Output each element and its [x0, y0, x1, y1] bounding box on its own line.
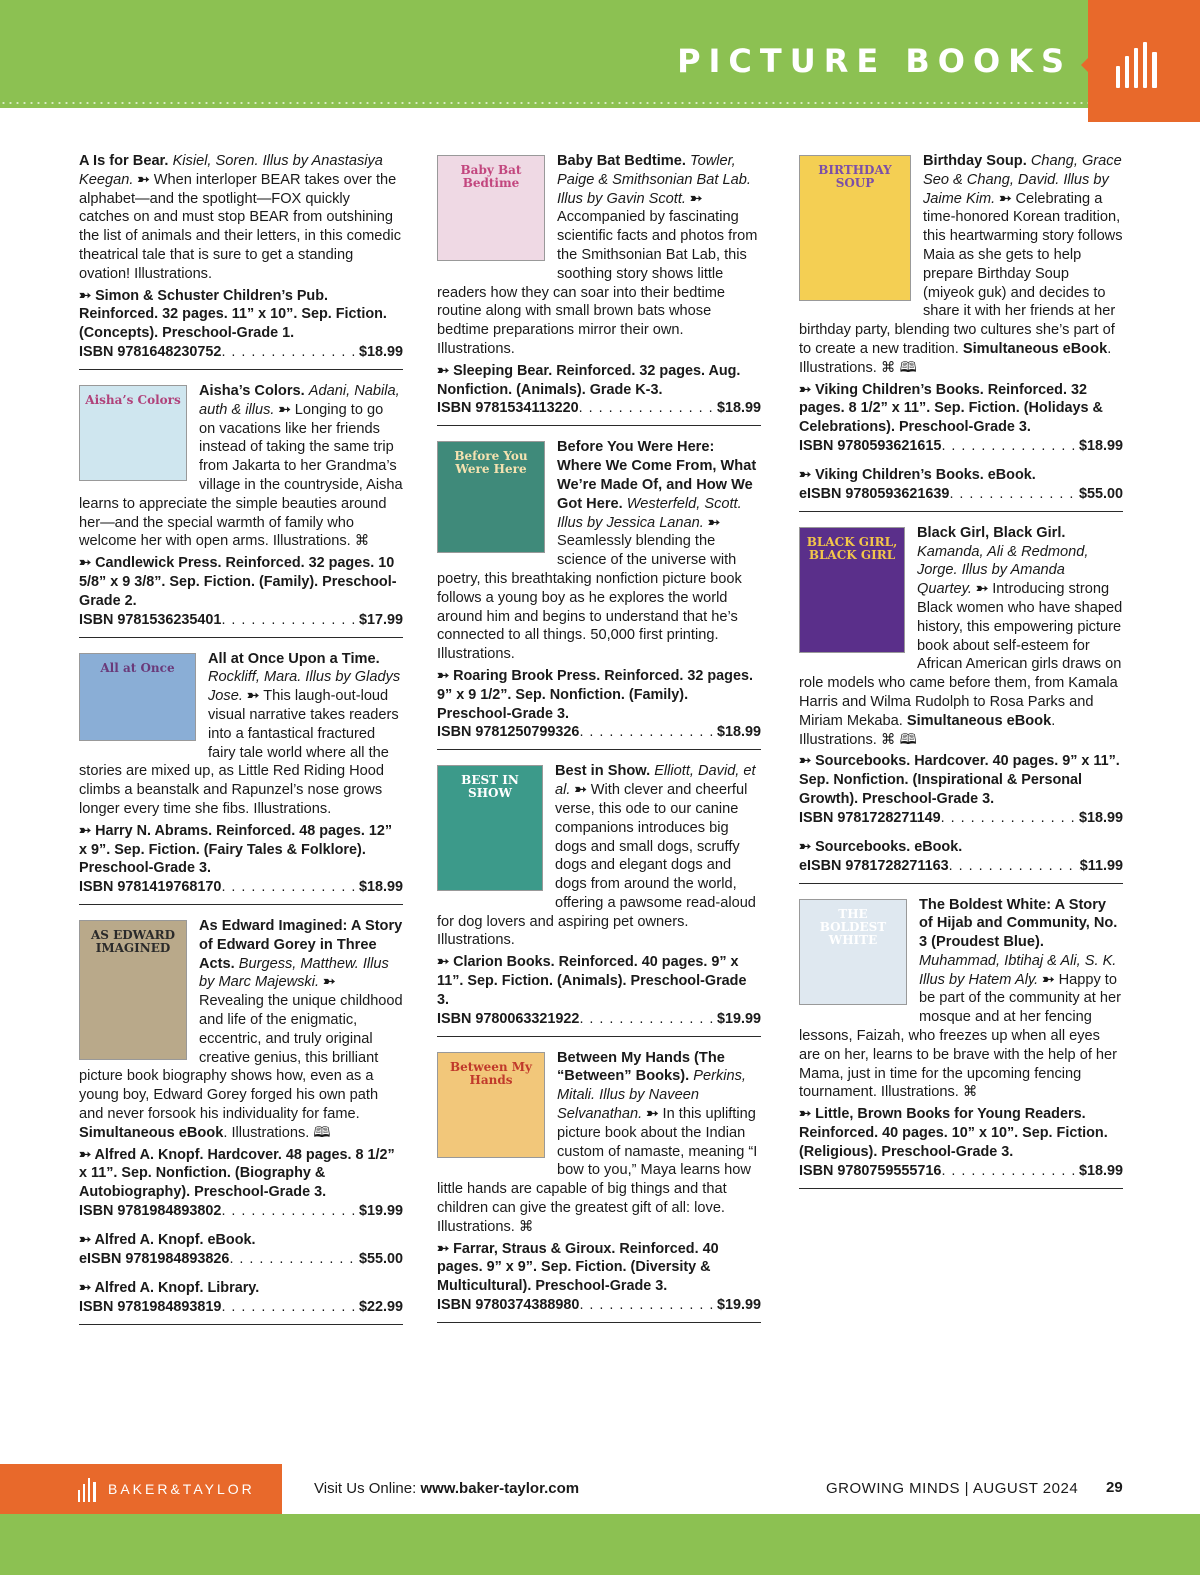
edition-publisher	[79, 822, 403, 878]
book-description-block	[437, 762, 761, 950]
leader-dots	[949, 857, 1080, 876]
arrow-icon: ➳	[799, 381, 816, 398]
edition-publisher	[437, 362, 761, 400]
book-description: Longing to go on vacations like her friends instead of taking the same trip from Jakarta to her Grandma’s village in the countryside, Aisha learns to appreciate the simple beauties around her—and the special warmth of family who welcome her with open arms. Illustrations. ⌘	[79, 401, 403, 550]
isbn[interactable]: ISBN 9781534113220	[437, 400, 579, 417]
book-description: Celebrating a time-honored Korean tradition, this heartwarming story follows Maia as she gets to help prepare Birthday Soup (miyeok guk) and decides to share it with her friends at her birthday party, blending two cultures she’s part of to create a new tradition.	[799, 190, 1123, 357]
isbn[interactable]: ISBN 9781648230752	[79, 343, 222, 360]
isbn-row	[79, 1202, 403, 1221]
baker-taylor-logo-icon	[78, 1476, 100, 1502]
arrow-icon: ➳	[685, 190, 703, 207]
isbn-row	[437, 1296, 761, 1315]
book-description: In this uplifting picture book about the Indian custom of namaste, meaning “I bow to you,” Maya learns how little hands are capable of big things and that children can give the greatest gift of all: love. Illustrations. ⌘	[437, 1106, 758, 1235]
book-cover-title: Between My Hands	[449, 1059, 533, 1087]
price: $55.00	[358, 1250, 403, 1267]
footer-brand-name: BAKER&TAYLOR	[108, 1481, 255, 1497]
edition-publisher	[79, 554, 403, 610]
book-description-block	[437, 1049, 761, 1237]
isbn[interactable]: ISBN 9780063321922	[437, 1010, 580, 1027]
book-cover[interactable]	[437, 765, 543, 891]
isbn[interactable]: ISBN 9781728271149	[799, 809, 941, 826]
isbn-row	[799, 1162, 1123, 1181]
arrow-icon: ➳	[437, 362, 454, 379]
book-title[interactable]: Best in Show.	[555, 763, 651, 780]
isbn[interactable]: ISBN 9781984893802	[79, 1203, 222, 1220]
edition-details: Candlewick Press. Reinforced. 32 pages. 10 5/8” x 9 3/8”. Sep. Fiction. (Family). Preschool-Grade 2.	[79, 555, 397, 609]
arrow-icon: ➳	[133, 171, 154, 188]
book-entry	[799, 524, 1123, 884]
isbn-row	[437, 399, 761, 418]
price: $11.99	[1079, 857, 1123, 874]
edition-publisher	[799, 466, 1123, 485]
book-title[interactable]: A Is for Bear.	[79, 153, 169, 169]
price: $18.99	[1078, 437, 1123, 454]
book-entry	[79, 382, 403, 638]
footer-brand-tab[interactable]	[0, 1464, 282, 1514]
book-description-tail: . Illustrations. ⌘ 🕮	[799, 340, 1112, 376]
book-description: Accompanied by fascinating scientific facts and photos from the Smithsonian Bat Lab, this soothing story shows little readers how they can soar into their bedtime routine along with small brown bats whose bedtime preparations mirror their own. Illustrations.	[437, 209, 758, 357]
isbn[interactable]: eISBN 9780593621639	[799, 485, 950, 502]
book-title[interactable]: Aisha’s Colors.	[199, 382, 305, 399]
isbn-row	[799, 485, 1123, 504]
header-dotted-rule	[0, 102, 1090, 104]
arrow-icon: ➳	[642, 1106, 663, 1123]
arrow-icon: ➳	[437, 1240, 454, 1257]
leader-dots	[941, 1162, 1079, 1181]
book-cover-title: All at Once	[100, 660, 175, 675]
leader-dots	[221, 611, 359, 630]
edition-publisher	[799, 838, 1123, 857]
book-description-block	[799, 524, 1123, 750]
leader-dots	[229, 1250, 359, 1269]
book-authors: Kisiel, Soren. Illus by Anastasiya Keegan.	[79, 153, 383, 188]
simultaneous-ebook-label: Simultaneous eBook	[962, 340, 1108, 357]
book-cover-title: BLACK GIRL, BLACK GIRL	[806, 534, 898, 562]
book-cover-title: AS EDWARD IMAGINED	[90, 928, 176, 956]
book-authors: Chang, Grace Seo & Chang, David. Illus by Jaime Kim.	[923, 153, 1122, 207]
book-cover[interactable]	[799, 527, 905, 653]
book-cover-title: Before You Were Here	[454, 449, 528, 477]
arrow-icon: ➳	[570, 782, 591, 799]
arrow-icon: ➳	[79, 287, 96, 304]
simultaneous-ebook-label: Simultaneous eBook	[906, 712, 1052, 729]
edition-details: Viking Children’s Books. eBook.	[815, 466, 1036, 483]
book-cover[interactable]	[799, 899, 907, 1005]
book-cover[interactable]	[437, 441, 545, 553]
isbn[interactable]: eISBN 9781728271163	[799, 857, 949, 874]
isbn[interactable]: ISBN 9781419768170	[79, 879, 222, 896]
book-authors: Rockliff, Mara. Illus by Gladys Jose.	[208, 669, 401, 705]
edition-publisher	[437, 953, 761, 1009]
edition-publisher	[437, 1240, 761, 1296]
edition-details: Sourcebooks. eBook.	[815, 838, 963, 855]
footer-visit-link[interactable]: www.baker-taylor.com	[420, 1480, 580, 1497]
arrow-icon: ➳	[79, 1232, 95, 1249]
price: $19.99	[716, 1297, 761, 1314]
price: $19.99	[716, 1010, 761, 1027]
arrow-icon: ➳	[995, 190, 1016, 207]
book-entry	[437, 762, 761, 1036]
book-description-block	[437, 152, 761, 359]
edition-details: Farrar, Straus & Giroux. Reinforced. 40 pages. 9” x 9”. Sep. Fiction. (Diversity & Multicultural). Preschool-Grade 3.	[437, 1240, 719, 1295]
book-description-tail: . Illustrations. 🕮	[223, 1124, 331, 1141]
book-entry	[79, 917, 403, 1325]
header-tab-notch	[1081, 58, 1088, 72]
simultaneous-ebook-label: Simultaneous eBook	[79, 1124, 224, 1141]
book-description-block	[799, 896, 1123, 1103]
price: $55.00	[1078, 485, 1123, 502]
arrow-icon: ➳	[799, 838, 816, 855]
book-cover[interactable]	[79, 385, 187, 481]
book-cover-title: Aisha’s Colors	[85, 392, 181, 407]
edition-details: Simon & Schuster Children’s Pub. Reinforced. 32 pages. 11” x 10”. Sep. Fiction. (Concepts). Preschool-Grade 1.	[79, 287, 387, 342]
book-authors: Adani, Nabila, auth & illus.	[199, 382, 400, 418]
edition-details: Viking Children’s Books. Reinforced. 32 pages. 8 1/2” x 11”. Sep. Fiction. (Holidays & Celebrations). Preschool-Grade 3.	[799, 381, 1103, 436]
price: $22.99	[358, 1298, 403, 1315]
footer-issue-label: GROWING MINDS | AUGUST 2024	[826, 1480, 1079, 1497]
leader-dots	[221, 343, 359, 362]
book-description: This laugh-out-loud visual narrative takes readers into a fantastical fractured fairy tale world where all the stories are mixed up, as Little Red Riding Hood climbs a beanstalk and Rapunzel’s nose grows longer every time she fibs. Illustrations.	[79, 688, 399, 817]
book-cover[interactable]	[437, 155, 545, 261]
leader-dots	[579, 399, 717, 418]
edition-publisher	[799, 752, 1123, 808]
leader-dots	[949, 485, 1079, 504]
arrow-icon: ➳	[971, 581, 993, 598]
edition-details: Alfred A. Knopf. eBook.	[94, 1232, 256, 1249]
book-description: Happy to be part of the community at her mosque and at her fencing lessons, Faizah, who freezes up when all eyes are on her, learns to be brave with the help of her Mama, just in time for the upcoming fencing tournament. Illustrations. ⌘	[799, 971, 1121, 1101]
book-description-block	[799, 152, 1123, 378]
edition-details: Clarion Books. Reinforced. 40 pages. 9” x 11”. Sep. Fiction. (Animals). Preschool-Grade 3.	[437, 954, 747, 1008]
book-entry	[437, 438, 761, 750]
book-cover[interactable]	[79, 920, 187, 1060]
book-description-block	[79, 382, 403, 551]
catalog-column-3	[799, 152, 1123, 1201]
catalog-column-1	[79, 152, 403, 1337]
book-description-block	[437, 438, 761, 664]
arrow-icon: ➳	[274, 401, 295, 418]
edition-details: Alfred A. Knopf. Hardcover. 48 pages. 8 1/2” x 11”. Sep. Nonfiction. (Biography & Autobiography). Preschool-Grade 3.	[79, 1146, 395, 1201]
arrow-icon: ➳	[319, 974, 336, 991]
price: $18.99	[716, 400, 761, 417]
book-title[interactable]: Before You Were Here: Where We Come From, What We’re Made Of, and How We Got Here.	[557, 439, 757, 512]
isbn-row	[79, 878, 403, 897]
footer-visit	[314, 1480, 579, 1497]
book-cover-title: Baby Bat Bedtime	[460, 163, 522, 190]
book-description-block	[79, 917, 403, 1143]
price: $17.99	[358, 611, 403, 628]
book-title[interactable]: The Boldest White: A Story of Hijab and Community, No. 3 (Proudest Blue).	[919, 896, 1118, 951]
book-cover-title: BIRTHDAY SOUP	[818, 163, 892, 190]
isbn-row	[79, 343, 403, 362]
arrow-icon: ➳	[242, 688, 264, 705]
arrow-icon: ➳	[799, 753, 816, 770]
book-description-block	[79, 152, 403, 284]
price: $18.99	[358, 343, 403, 360]
leader-dots	[579, 1010, 717, 1029]
book-description-block	[79, 650, 403, 819]
book-authors: Elliott, David, et al.	[555, 763, 756, 799]
book-title[interactable]: Black Girl, Black Girl.	[917, 524, 1066, 541]
book-entry	[79, 650, 403, 906]
isbn[interactable]: ISBN 9780759555716	[799, 1162, 942, 1179]
leader-dots	[221, 878, 359, 897]
isbn-row	[437, 723, 761, 742]
leader-dots	[579, 1296, 717, 1315]
edition-details: Sourcebooks. Hardcover. 40 pages. 9” x 11”. Sep. Nonfiction. (Inspirational & Personal Growth). Preschool-Grade 3.	[799, 753, 1120, 807]
isbn-row	[799, 809, 1123, 828]
book-title[interactable]: As Edward Imagined: A Story of Edward Gorey in Three Acts.	[199, 918, 403, 972]
leader-dots	[579, 723, 717, 742]
edition-publisher	[79, 1231, 403, 1250]
book-authors: Kamanda, Ali & Redmond, Jorge. Illus by Amanda Quartey.	[917, 543, 1089, 598]
book-authors: Burgess, Matthew. Illus by Marc Majewski.	[199, 955, 389, 991]
book-entry	[437, 1049, 761, 1323]
edition-details: Roaring Brook Press. Reinforced. 32 pages. 9” x 9 1/2”. Sep. Nonfiction. (Family). Preschool-Grade 3.	[437, 667, 753, 722]
baker-taylor-logo-icon	[1116, 40, 1160, 88]
book-description-tail: . Illustrations. ⌘ 🕮	[799, 712, 1056, 748]
book-authors: Muhammad, Ibtihaj & Ali, S. K. Illus by Hatem Aly.	[919, 952, 1117, 988]
book-description: Seamlessly blending the science of the universe with poetry, this breathtaking nonfiction picture book follows a young boy as he explores the world around him and begins to understand that he’s connected to all things. 50,000 first printing. Illustrations.	[437, 533, 742, 663]
catalog-column-2	[437, 152, 761, 1335]
edition-publisher	[79, 1279, 403, 1298]
arrow-icon: ➳	[703, 514, 721, 531]
book-title[interactable]: Birthday Soup.	[923, 153, 1027, 169]
leader-dots	[221, 1298, 359, 1317]
arrow-icon: ➳	[799, 466, 816, 483]
arrow-icon: ➳	[437, 667, 454, 684]
isbn[interactable]: ISBN 9780593621615	[799, 437, 942, 454]
book-title[interactable]: Baby Bat Bedtime.	[557, 153, 686, 169]
edition-publisher	[437, 667, 761, 723]
arrow-icon: ➳	[1038, 971, 1059, 988]
isbn[interactable]: ISBN 9780374388980	[437, 1297, 580, 1314]
edition-publisher	[799, 1105, 1123, 1161]
edition-publisher	[799, 381, 1123, 437]
arrow-icon: ➳	[79, 1279, 95, 1296]
book-description: Revealing the unique childhood and life of the enigmatic, eccentric, and truly original creative genius, this brilliant picture book biography shows how, even as a young boy, Edward Gorey forged his own path and never forsook his individuality for fame.	[79, 993, 403, 1123]
header-bar	[0, 0, 1200, 108]
price: $19.99	[358, 1203, 403, 1220]
edition-details: Alfred A. Knopf. Library.	[94, 1279, 260, 1296]
price: $18.99	[358, 879, 403, 896]
footer-visit-label: Visit Us Online:	[314, 1480, 417, 1497]
edition-details: Sleeping Bear. Reinforced. 32 pages. Aug. Nonfiction. (Animals). Grade K-3.	[437, 362, 741, 398]
arrow-icon: ➳	[79, 555, 96, 572]
arrow-icon: ➳	[79, 1146, 95, 1163]
isbn-row	[437, 1010, 761, 1029]
book-entry	[79, 152, 403, 370]
book-authors: Westerfeld, Scott. Illus by Jessica Lanan.	[557, 495, 742, 531]
book-title[interactable]: Between My Hands (The “Between” Books).	[557, 1049, 725, 1085]
isbn[interactable]: ISBN 9781250799326	[437, 724, 580, 741]
book-authors: Towler, Paige & Smithsonian Bat Lab. Illus by Gavin Scott.	[557, 153, 751, 207]
isbn-row	[79, 1250, 403, 1269]
edition-details: Little, Brown Books for Young Readers. Reinforced. 40 pages. 10” x 10”. Sep. Fiction. (Religious). Preschool-Grade 3.	[799, 1106, 1108, 1160]
book-cover[interactable]	[79, 653, 196, 741]
isbn[interactable]: ISBN 9781536235401	[79, 611, 222, 628]
book-entry	[437, 152, 761, 426]
book-cover-title: BEST IN SHOW	[461, 773, 519, 801]
book-cover[interactable]	[799, 155, 911, 301]
isbn[interactable]: eISBN 9781984893826	[79, 1250, 230, 1267]
arrow-icon: ➳	[437, 954, 454, 971]
book-entry	[799, 152, 1123, 512]
leader-dots	[941, 437, 1079, 456]
leader-dots	[941, 809, 1079, 828]
edition-publisher	[79, 1146, 403, 1202]
book-title[interactable]: All at Once Upon a Time.	[208, 650, 380, 667]
leader-dots	[221, 1202, 359, 1221]
price: $18.99	[1078, 1162, 1123, 1179]
book-authors: Perkins, Mitali. Illus by Naveen Selvanathan.	[557, 1068, 746, 1123]
edition-details: Harry N. Abrams. Reinforced. 48 pages. 12” x 9”. Sep. Fiction. (Fairy Tales & Folklore). Preschool-Grade 3.	[79, 822, 393, 877]
book-cover[interactable]	[437, 1052, 545, 1158]
book-description: With clever and cheerful verse, this ode to our canine companions introduces big dogs and small dogs, scruffy dogs and elegant dogs and dogs from around the world, offering a pawsome read-aloud for dog lovers and aspiring pet owners. Illustrations.	[437, 782, 756, 949]
arrow-icon: ➳	[79, 822, 96, 839]
isbn-row	[79, 611, 403, 630]
price: $18.99	[1078, 809, 1123, 826]
page-number: 29	[1106, 1479, 1123, 1496]
isbn[interactable]: ISBN 9781984893819	[79, 1298, 222, 1315]
book-description: Introducing strong Black women who have shaped history, this empowering picture book about self-esteem for African American girls draws on role models who came before them, from Kamala Harris and Wilma Rudolph to Rosa Parks and Miriam Mekaba.	[799, 581, 1123, 729]
price: $18.99	[716, 724, 761, 741]
book-description: When interloper BEAR takes over the alphabet—and the spotlight—FOX quickly catches on and must stop BEAR from outshining the list of animals and their letters, in this comedic theatrical tale that is sure to get a standing ovation! Illustrations.	[79, 171, 402, 282]
arrow-icon: ➳	[799, 1106, 816, 1123]
book-cover-title: THE BOLDEST WHITE	[819, 906, 887, 947]
edition-publisher	[79, 287, 403, 343]
book-entry	[799, 896, 1123, 1189]
isbn-row	[799, 857, 1123, 876]
header-logo-tab	[1088, 0, 1200, 122]
isbn-row	[799, 437, 1123, 456]
footer-bar	[0, 1514, 1200, 1575]
isbn-row	[79, 1298, 403, 1317]
section-title: PICTURE BOOKS	[677, 42, 1072, 80]
